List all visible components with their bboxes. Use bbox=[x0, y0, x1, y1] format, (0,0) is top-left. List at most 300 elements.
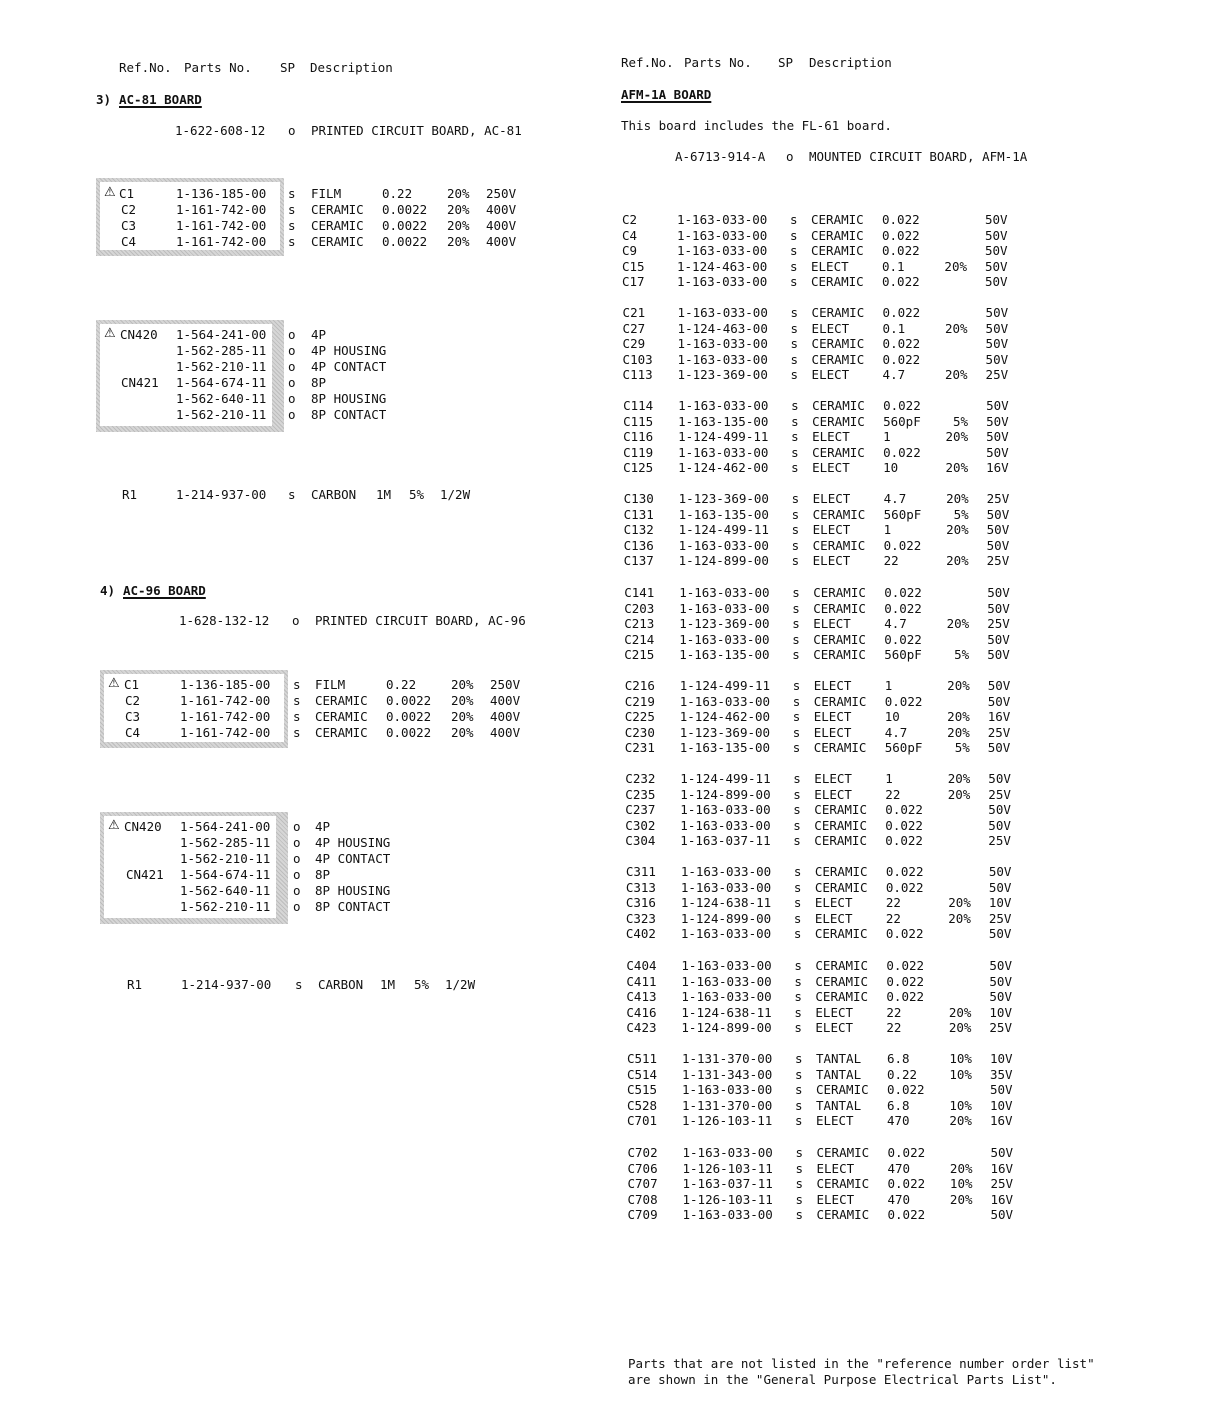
table-row bbox=[0, 186, 600, 202]
volt-cell: 50V bbox=[985, 274, 1008, 290]
ref-cell: C237 bbox=[625, 802, 656, 818]
ref-cell: C219 bbox=[624, 693, 655, 709]
volt-cell: 25V bbox=[989, 1020, 1012, 1036]
value-cell: 1 bbox=[883, 429, 891, 445]
volt-cell: 10V bbox=[988, 895, 1012, 911]
parts-cell: 1-163-033-00 bbox=[681, 973, 772, 989]
ref-cell: C514 bbox=[626, 1066, 658, 1082]
value-cell: 0.22 bbox=[382, 186, 413, 201]
desc-cell: CERAMIC bbox=[816, 1145, 870, 1160]
tol-cell: 5% bbox=[414, 977, 430, 992]
volt-cell: 25V bbox=[988, 786, 1011, 802]
parts-cell: 1-564-674-11 bbox=[176, 375, 267, 390]
ref-cell: C114 bbox=[623, 398, 654, 413]
sp-cell: s bbox=[794, 1020, 802, 1036]
parts-cell: 1-124-899-00 bbox=[681, 1020, 772, 1036]
sp-cell: s bbox=[793, 926, 802, 942]
ref-cell: C103 bbox=[622, 351, 653, 367]
desc-cell: CERAMIC bbox=[812, 413, 865, 429]
tol-cell: 20% bbox=[947, 786, 971, 802]
volt-cell: 400V bbox=[486, 234, 517, 249]
desc-cell: ELECT bbox=[815, 1004, 854, 1020]
ref-cell: C323 bbox=[625, 910, 656, 926]
table-row bbox=[0, 228, 1100, 244]
value-cell: 0.022 bbox=[886, 1082, 925, 1098]
table-row bbox=[0, 212, 1100, 228]
volt-cell: 50V bbox=[988, 817, 1011, 833]
ref-cell: C701 bbox=[626, 1113, 658, 1129]
ref-cell: C125 bbox=[623, 460, 654, 476]
sp-cell: o bbox=[288, 343, 296, 358]
parts-cell: 1-161-742-00 bbox=[176, 234, 267, 249]
parts-cell: 1-163-135-00 bbox=[678, 506, 769, 522]
desc-cell: ELECT bbox=[816, 1160, 855, 1176]
parts-cell: 1-163-033-00 bbox=[680, 817, 771, 833]
volt-cell: 50V bbox=[988, 802, 1011, 818]
value-cell: 0.022 bbox=[886, 958, 925, 973]
desc-cell: ELECT bbox=[813, 616, 851, 632]
desc-cell: 8P bbox=[315, 867, 331, 882]
desc-cell: 8P HOUSING bbox=[311, 391, 387, 406]
volt-cell: 16V bbox=[986, 460, 1009, 476]
desc-cell: CERAMIC bbox=[816, 1176, 870, 1192]
desc-cell: ELECT bbox=[813, 709, 852, 725]
desc-cell: 4P bbox=[315, 819, 331, 834]
desc-cell: ELECT bbox=[816, 1191, 855, 1207]
parts-cell: 1-161-742-00 bbox=[176, 218, 267, 233]
table-row bbox=[0, 1098, 1100, 1114]
table-row bbox=[0, 414, 1100, 430]
warning-triangle-icon: ⚠ bbox=[104, 185, 116, 200]
table-row bbox=[0, 259, 1100, 275]
value-cell: 0.022 bbox=[884, 600, 922, 616]
desc-cell: FILM bbox=[315, 677, 346, 692]
volt-cell: 25V bbox=[987, 724, 1011, 740]
value-cell: 0.0022 bbox=[386, 725, 432, 740]
desc-cell: CERAMIC bbox=[315, 709, 368, 724]
parts-cell: 1-123-369-00 bbox=[679, 724, 771, 740]
table-row bbox=[0, 507, 1100, 523]
table-row bbox=[0, 895, 1100, 911]
tol-cell: 20% bbox=[447, 234, 470, 249]
value-cell: 4.7 bbox=[884, 616, 907, 632]
parts-cell: 1-124-499-11 bbox=[679, 678, 771, 693]
desc-cell: CERAMIC bbox=[811, 305, 865, 320]
sp-cell: s bbox=[790, 258, 798, 274]
sp-cell: o bbox=[293, 835, 301, 850]
parts-cell: 1-163-033-00 bbox=[677, 305, 768, 320]
volt-cell: 50V bbox=[987, 693, 1011, 709]
desc-cell: 8P bbox=[311, 375, 327, 390]
desc-cell: CERAMIC bbox=[811, 212, 864, 227]
value-cell: 0.022 bbox=[882, 351, 921, 367]
value-cell: 1M bbox=[380, 977, 396, 992]
value-cell: 1 bbox=[883, 522, 892, 538]
sp-cell: s bbox=[792, 647, 800, 663]
sp-cell: s bbox=[793, 910, 802, 926]
desc-cell: ELECT bbox=[811, 258, 849, 274]
parts-cell: 1-124-499-11 bbox=[678, 429, 769, 445]
table-row bbox=[0, 445, 1100, 461]
ref-cell: C29 bbox=[622, 336, 646, 352]
volt-cell: 50V bbox=[990, 1207, 1014, 1223]
sp-cell: s bbox=[792, 631, 800, 647]
desc-cell: CERAMIC bbox=[812, 537, 866, 553]
ac81-number: 3) bbox=[96, 92, 112, 107]
desc-cell: TANTAL bbox=[815, 1097, 862, 1113]
parts-cell: 1-124-462-00 bbox=[678, 460, 769, 476]
ref-cell: C113 bbox=[622, 367, 653, 383]
parts-cell: 1-124-638-11 bbox=[680, 895, 772, 911]
ref-cell: C214 bbox=[624, 631, 655, 647]
sp-cell: o bbox=[288, 407, 296, 422]
volt-cell: 50V bbox=[988, 926, 1012, 942]
ref-cell: C231 bbox=[624, 740, 655, 756]
volt-cell: 25V bbox=[986, 491, 1010, 506]
parts-cell: 1-163-037-11 bbox=[682, 1176, 773, 1192]
table-row bbox=[0, 243, 1100, 259]
ref-cell: C708 bbox=[627, 1191, 658, 1207]
value-cell: 0.022 bbox=[882, 243, 920, 259]
parts-cell: 1-124-462-00 bbox=[679, 709, 771, 725]
parts-cell: 1-163-033-00 bbox=[681, 1082, 773, 1098]
desc-cell: CERAMIC bbox=[816, 1207, 870, 1223]
ref-cell: CN420 bbox=[124, 819, 162, 834]
table-row bbox=[0, 352, 1100, 368]
ref-cell: C215 bbox=[624, 647, 655, 663]
sp-cell: s bbox=[791, 506, 800, 522]
sp-cell: s bbox=[791, 537, 800, 553]
ref-cell: C702 bbox=[627, 1145, 658, 1160]
ref-cell: C9 bbox=[622, 243, 638, 259]
parts-cell: 1-562-210-11 bbox=[176, 359, 267, 374]
ref-cell: CN420 bbox=[120, 327, 158, 342]
tol-cell: 5% bbox=[953, 413, 969, 429]
table-row bbox=[0, 367, 1100, 383]
volt-cell: 50V bbox=[988, 864, 1012, 879]
volt-cell: 50V bbox=[986, 506, 1010, 522]
table-row bbox=[0, 833, 1100, 849]
ref-cell: C1 bbox=[124, 677, 140, 692]
table-row bbox=[0, 1145, 1100, 1161]
header-parts: Parts No. bbox=[684, 55, 752, 70]
value-cell: 0.022 bbox=[882, 227, 920, 243]
parts-cell: 1-564-241-00 bbox=[176, 327, 267, 342]
ref-cell: C4 bbox=[622, 227, 638, 243]
parts-cell: 1-562-640-11 bbox=[180, 883, 271, 898]
desc-cell: ELECT bbox=[814, 771, 852, 786]
tol-cell: 20% bbox=[948, 910, 971, 926]
sp-cell: s bbox=[793, 879, 802, 895]
ref-cell: C706 bbox=[627, 1160, 658, 1176]
table-row bbox=[0, 989, 1100, 1005]
ref-cell: C2 bbox=[622, 212, 638, 227]
tol-cell: 20% bbox=[948, 1004, 972, 1020]
desc-cell: TANTAL bbox=[815, 1051, 862, 1066]
desc-cell: ELECT bbox=[814, 895, 853, 911]
parts-cell: 1-163-033-00 bbox=[678, 444, 769, 460]
sp-cell: s bbox=[790, 320, 799, 336]
sp-cell: s bbox=[795, 1176, 804, 1192]
table-row bbox=[0, 880, 1100, 896]
parts-cell: 1-562-210-11 bbox=[180, 899, 271, 914]
sp-cell: s bbox=[793, 833, 801, 849]
ref-cell: C316 bbox=[625, 895, 656, 911]
tol-cell: 20% bbox=[947, 709, 970, 725]
parts-cell: 1-126-103-11 bbox=[681, 1113, 773, 1129]
desc-cell: CERAMIC bbox=[812, 444, 865, 460]
tol-cell: 5% bbox=[954, 647, 970, 663]
tol-cell: 20% bbox=[947, 771, 971, 786]
parts-cell: 1-163-033-00 bbox=[680, 864, 772, 879]
ref-cell: C423 bbox=[626, 1020, 657, 1036]
ref-cell: C213 bbox=[624, 616, 655, 632]
sp-cell: s bbox=[794, 989, 802, 1005]
value-cell: 0.022 bbox=[882, 212, 920, 227]
ac96-title: AC-96 BOARD bbox=[123, 583, 206, 598]
ac96-pcb-sp: o bbox=[292, 613, 300, 628]
desc-cell: ELECT bbox=[812, 429, 850, 445]
sp-cell: s bbox=[794, 1066, 803, 1082]
value-cell: 0.022 bbox=[882, 336, 921, 352]
warning-triangle-icon: ⚠ bbox=[104, 326, 116, 341]
sp-cell: s bbox=[288, 186, 296, 201]
ref-cell: C413 bbox=[626, 989, 657, 1005]
parts-cell: 1-126-103-11 bbox=[682, 1191, 773, 1207]
ac81-pcb-parts: 1-622-608-12 bbox=[175, 123, 266, 138]
parts-cell: 1-163-033-00 bbox=[679, 631, 770, 647]
ref-cell: C136 bbox=[623, 537, 654, 553]
afm-mcb-sp: o bbox=[786, 149, 794, 164]
desc-cell: ELECT bbox=[815, 1020, 854, 1036]
parts-cell: 1-163-033-00 bbox=[677, 243, 768, 259]
table-row bbox=[0, 538, 1100, 554]
tol-cell: 20% bbox=[447, 202, 470, 217]
desc-cell: ELECT bbox=[812, 460, 850, 476]
sp-cell: s bbox=[790, 243, 798, 259]
sp-cell: s bbox=[293, 677, 301, 692]
sp-cell: s bbox=[794, 1113, 803, 1129]
desc-cell: CERAMIC bbox=[814, 802, 867, 818]
ref-cell: C528 bbox=[626, 1097, 658, 1113]
sp-cell: s bbox=[792, 585, 800, 600]
volt-cell: 50V bbox=[987, 631, 1010, 647]
value-cell: 22 bbox=[885, 786, 901, 802]
value-cell: 0.022 bbox=[887, 1207, 926, 1223]
parts-cell: 1-161-742-00 bbox=[176, 202, 267, 217]
ac96-pcb-desc: PRINTED CIRCUIT BOARD, AC-96 bbox=[315, 613, 526, 628]
desc-cell: 4P HOUSING bbox=[311, 343, 387, 358]
ref-cell: C311 bbox=[625, 864, 656, 879]
parts-cell: 1-163-033-00 bbox=[678, 398, 769, 413]
table-row bbox=[0, 974, 1100, 990]
desc-cell: CERAMIC bbox=[815, 958, 869, 973]
sp-cell: s bbox=[790, 351, 799, 367]
ref-cell: CN421 bbox=[126, 867, 164, 882]
sp-cell: s bbox=[790, 367, 799, 383]
parts-cell: 1-163-033-00 bbox=[681, 989, 772, 1005]
table-row bbox=[0, 616, 1100, 632]
tol-cell: 20% bbox=[944, 320, 968, 336]
volt-cell: 16V bbox=[990, 1160, 1014, 1176]
ref-cell: C707 bbox=[627, 1176, 658, 1192]
volt-cell: 400V bbox=[486, 202, 517, 217]
sp-cell: s bbox=[794, 1097, 803, 1113]
ref-cell: C203 bbox=[624, 600, 655, 616]
tol-cell: 20% bbox=[948, 895, 971, 911]
parts-cell: 1-124-499-11 bbox=[680, 771, 771, 786]
table-row bbox=[0, 1113, 1100, 1129]
ref-cell: C230 bbox=[624, 724, 655, 740]
ref-cell: C15 bbox=[622, 258, 645, 274]
ref-cell: C313 bbox=[625, 879, 656, 895]
sp-cell: s bbox=[794, 1051, 803, 1066]
parts-cell: 1-562-210-11 bbox=[180, 851, 271, 866]
ref-cell: C116 bbox=[623, 429, 654, 445]
watt-cell: 1/2W bbox=[445, 977, 476, 992]
desc-cell: CERAMIC bbox=[811, 274, 864, 290]
ref-cell: C131 bbox=[623, 506, 654, 522]
desc-cell: CERAMIC bbox=[814, 926, 868, 942]
desc-cell: 4P CONTACT bbox=[315, 851, 391, 866]
sp-cell: s bbox=[792, 709, 801, 725]
ref-cell: C235 bbox=[625, 786, 656, 802]
value-cell: 4.7 bbox=[883, 491, 907, 506]
desc-cell: CERAMIC bbox=[315, 693, 368, 708]
value-cell: 0.022 bbox=[885, 817, 923, 833]
desc-cell: CERAMIC bbox=[311, 202, 364, 217]
value-cell: 0.0022 bbox=[386, 709, 432, 724]
sp-cell: s bbox=[795, 1160, 804, 1176]
table-row bbox=[0, 958, 1100, 974]
tol-cell: 10% bbox=[949, 1176, 973, 1192]
volt-cell: 35V bbox=[989, 1066, 1013, 1082]
sp-cell: s bbox=[793, 771, 801, 786]
parts-cell: 1-562-285-11 bbox=[180, 835, 271, 850]
desc-cell: ELECT bbox=[814, 910, 853, 926]
value-cell: 470 bbox=[886, 1113, 910, 1129]
sp-cell: s bbox=[791, 444, 799, 460]
ac81-pcb-sp: o bbox=[288, 123, 296, 138]
sp-cell: s bbox=[791, 398, 799, 413]
parts-cell: 1-564-674-11 bbox=[180, 867, 271, 882]
value-cell: 0.022 bbox=[883, 537, 922, 553]
desc-cell: CERAMIC bbox=[813, 600, 866, 616]
parts-cell: 1-163-033-00 bbox=[677, 212, 768, 227]
sp-cell: o bbox=[293, 867, 301, 882]
desc-cell: CERAMIC bbox=[813, 740, 867, 756]
parts-cell: 1-163-033-00 bbox=[679, 693, 771, 709]
table-row bbox=[0, 460, 1100, 476]
ref-cell: C115 bbox=[623, 413, 654, 429]
table-row bbox=[0, 1207, 1100, 1223]
table-row bbox=[0, 1067, 1100, 1083]
table-row bbox=[0, 694, 1100, 710]
desc-cell: 4P CONTACT bbox=[311, 359, 387, 374]
afm-mcb-desc: MOUNTED CIRCUIT BOARD, AFM-1A bbox=[809, 149, 1028, 164]
footer-note-line1: Parts that are not listed in the "reference number order list" bbox=[628, 1356, 1095, 1371]
parts-cell: 1-131-370-00 bbox=[681, 1097, 773, 1113]
volt-cell: 50V bbox=[989, 973, 1012, 989]
desc-cell: ELECT bbox=[812, 522, 851, 538]
volt-cell: 400V bbox=[490, 725, 521, 740]
sp-cell: s bbox=[793, 895, 802, 911]
value-cell: 0.0022 bbox=[382, 234, 428, 249]
desc-cell: CERAMIC bbox=[814, 879, 868, 895]
sp-cell: s bbox=[791, 522, 800, 538]
desc-cell: CERAMIC bbox=[812, 398, 865, 413]
volt-cell: 50V bbox=[988, 879, 1012, 895]
tol-cell: 20% bbox=[451, 709, 474, 724]
parts-cell: 1-163-037-11 bbox=[680, 833, 771, 849]
tol-cell: 20% bbox=[947, 724, 970, 740]
volt-cell: 25V bbox=[988, 910, 1012, 926]
volt-cell: 50V bbox=[989, 958, 1012, 973]
volt-cell: 250V bbox=[490, 677, 521, 692]
parts-cell: 1-131-343-00 bbox=[681, 1066, 773, 1082]
value-cell: 560pF bbox=[883, 413, 921, 429]
sp-cell: s bbox=[790, 336, 799, 352]
sp-cell: s bbox=[791, 491, 800, 506]
table-row bbox=[0, 601, 1100, 617]
parts-cell: 1-214-937-00 bbox=[176, 487, 267, 502]
volt-cell: 10V bbox=[989, 1004, 1012, 1020]
value-cell: 0.22 bbox=[886, 1066, 918, 1082]
sp-cell: s bbox=[793, 817, 801, 833]
sp-cell: s bbox=[295, 977, 303, 992]
volt-cell: 50V bbox=[986, 522, 1010, 538]
ref-cell: CN421 bbox=[121, 375, 159, 390]
tol-cell: 20% bbox=[447, 186, 470, 201]
value-cell: 1 bbox=[884, 678, 893, 693]
footer-note-line2: are shown in the "General Purpose Electrical Parts List". bbox=[628, 1372, 1057, 1387]
sp-cell: s bbox=[288, 218, 296, 233]
volt-cell: 50V bbox=[986, 537, 1010, 553]
parts-cell: 1-564-241-00 bbox=[180, 819, 271, 834]
afm-mcb-parts: A-6713-914-A bbox=[675, 149, 766, 164]
value-cell: 470 bbox=[887, 1191, 911, 1207]
value-cell: 0.022 bbox=[883, 444, 921, 460]
tol-cell: 20% bbox=[949, 1191, 973, 1207]
sp-cell: o bbox=[288, 375, 296, 390]
table-row bbox=[0, 1176, 1100, 1192]
desc-cell: CARBON bbox=[318, 977, 364, 992]
volt-cell: 250V bbox=[486, 186, 517, 201]
sp-cell: s bbox=[791, 413, 799, 429]
value-cell: 22 bbox=[885, 910, 901, 926]
parts-cell: 1-163-033-00 bbox=[680, 926, 772, 942]
value-cell: 6.8 bbox=[886, 1097, 910, 1113]
sp-cell: s bbox=[795, 1207, 804, 1223]
parts-cell: 1-163-033-00 bbox=[677, 274, 768, 290]
table-row bbox=[0, 1051, 1100, 1067]
header-parts: Parts No. bbox=[184, 60, 252, 75]
sp-cell: s bbox=[792, 600, 800, 616]
table-row bbox=[0, 678, 1100, 694]
value-cell: 1 bbox=[885, 771, 893, 786]
value-cell: 22 bbox=[886, 1004, 902, 1020]
table-row bbox=[0, 274, 1100, 290]
value-cell: 0.0022 bbox=[382, 218, 428, 233]
volt-cell: 400V bbox=[486, 218, 517, 233]
tol-cell: 10% bbox=[949, 1066, 972, 1082]
ref-cell: C515 bbox=[626, 1082, 658, 1098]
sp-cell: s bbox=[795, 1191, 804, 1207]
ref-cell: C404 bbox=[626, 958, 657, 973]
volt-cell: 50V bbox=[986, 429, 1009, 445]
desc-cell: CERAMIC bbox=[812, 506, 866, 522]
ref-cell: R1 bbox=[122, 487, 138, 502]
